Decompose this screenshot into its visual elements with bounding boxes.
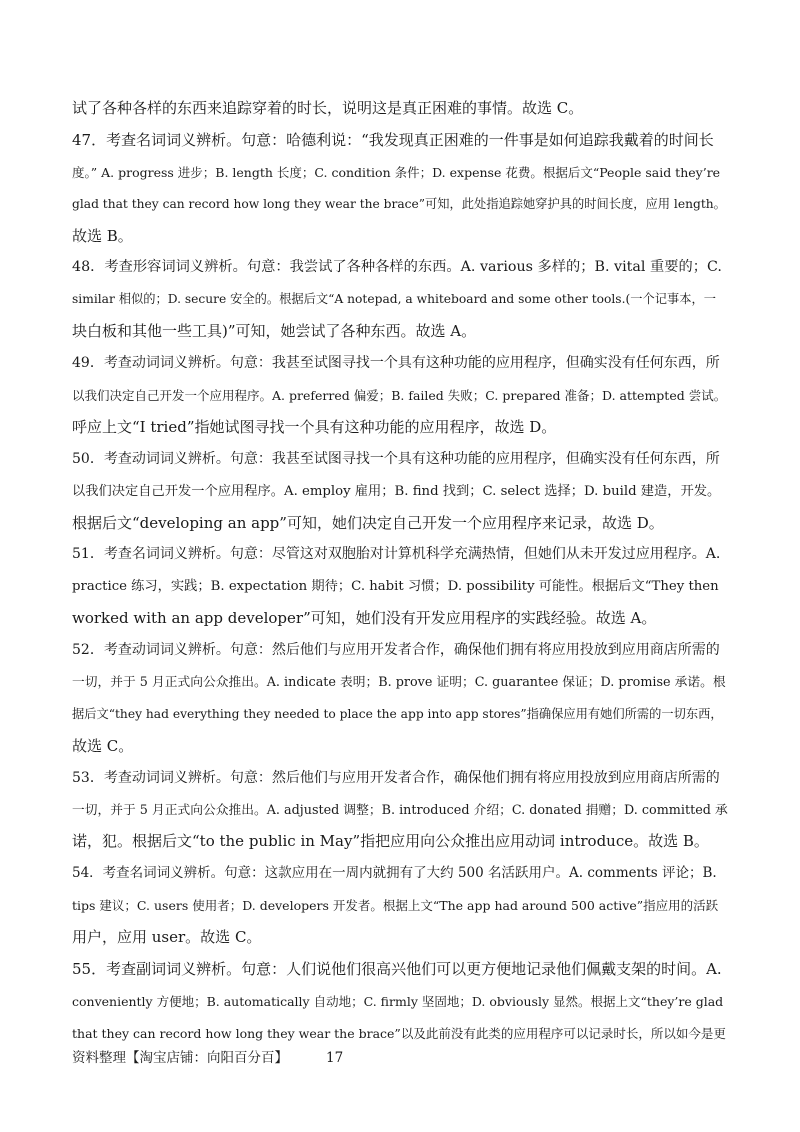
text-line: tips 建议；C. users 使用者；D. developers 开发者。根据上文“The app had around 500 active”指应用的活跃 xyxy=(72,898,719,914)
text-line: 53．考查动词词义辨析。句意：然后他们与应用开发者合作，确保他们拥有将应用投放到应用商店所需的 xyxy=(72,769,720,786)
text-line: 故选 B。 xyxy=(72,226,133,245)
page-footer xyxy=(72,1046,343,1066)
text-line: 用户，应用 user。故选 C。 xyxy=(72,928,262,947)
text-line: 52．考查动词词义辨析。句意：然后他们与应用开发者合作，确保他们拥有将应用投放到应用商店所需的 xyxy=(72,642,720,659)
text-line: that they can record how long they wear the brace”以及此前没有此类的应用程序可以记录时长，所以如今是更 xyxy=(72,1025,726,1041)
text-line: 根据后文“developing an app”可知，她们决定自己开发一个应用程序来记录，故选 D。 xyxy=(72,513,664,532)
text-line: 度。” A. progress 进步；B. length 长度；C. condition 条件；D. expense 花费。根据后文“People said they’re xyxy=(72,164,721,180)
text-line: 故选 C。 xyxy=(72,736,134,755)
answer-explanations xyxy=(72,93,728,1050)
text-line: 以我们决定自己开发一个应用程序。A. employ 雇用；B. find 找到；C. select 选择；D. build 建造，开发。 xyxy=(72,483,721,499)
text-line: 一切，并于 5 月正式向公众推出。A. indicate 表明；B. prove 证明；C. guarantee 保证；D. promise 承诺。根 xyxy=(72,675,726,691)
text-line: 据后文“they had everything they needed to place the app into app stores”指确保应用有她们所需的一切东西， xyxy=(72,706,723,721)
text-line: 50．考查动词词义辨析。句意：我甚至试图寻找一个具有这种功能的应用程序，但确实没有任何东西，所 xyxy=(72,450,720,467)
text-line: 诺，犯。根据后文“to the public in May”指把应用向公众推出应用动词 introduce。故选 B。 xyxy=(72,832,709,851)
text-line: 块白板和其他一些工具)”可知，她尝试了各种东西。故选 A。 xyxy=(72,322,477,341)
text-line: 一切，并于 5 月正式向公众推出。A. adjusted 调整；B. introduced 介绍；C. donated 捐赠；D. committed 承 xyxy=(72,802,728,818)
text-line: 试了各种各样的东西来追踪穿着的时长，说明这是真正困难的事情。故选 C。 xyxy=(72,99,584,117)
text-line: practice 练习，实践；B. expectation 期待；C. habit 习惯；D. possibility 可能性。根据后文“They then xyxy=(72,579,719,595)
text-line: 48．考查形容词词义辨析。句意：我尝试了各种各样的东西。A. various 多样的；B. vital 重要的；C. xyxy=(72,259,722,276)
text-line: 55．考查副词词义辨析。句意：人们说他们很高兴他们可以更方便地记录他们佩戴支架的时间。A. xyxy=(72,960,722,979)
text-line: glad that they can record how long they wear the brace”可知，此处指追踪她穿护具的时间长度，应用 length。 xyxy=(72,196,726,211)
text-line: worked with an app developer”可知，她们没有开发应用程序的实践经验。故选 A。 xyxy=(72,609,657,628)
text-line: 47．考查名词词义辨析。句意：哈德利说：“我发现真正困难的一件事是如何追踪我戴着的时间长 xyxy=(72,130,714,149)
page-number: 17 xyxy=(326,1050,344,1066)
text-line: similar 相似的；D. secure 安全的。根据后文“A notepad, a whiteboard and some other tools.(一个记事本，一 xyxy=(72,292,716,307)
text-line: 49．考查动词词义辨析。句意：我甚至试图寻找一个具有这种功能的应用程序，但确实没有任何东西，所 xyxy=(72,355,720,372)
text-line: 呼应上文“I tried”指她试图寻找一个具有这种功能的应用程序，故选 D。 xyxy=(72,417,557,436)
text-line: 51．考查名词词义辨析。句意：尽管这对双胞胎对计算机科学充满热情，但她们从未开发过应用程序。A. xyxy=(72,546,721,563)
text-line: 以我们决定自己开发一个应用程序。A. preferred 偏爱；B. failed 失败；C. prepared 准备；D. attempted 尝试。 xyxy=(72,388,727,404)
footer-source: 资料整理【淘宝店铺：向阳百分百】 xyxy=(72,1050,288,1066)
text-line: conveniently 方便地；B. automatically 自动地；C. firmly 坚固地；D. obviously 显然。根据上文“they’re glad xyxy=(72,993,724,1009)
text-line: 54．考查名词词义辨析。句意：这款应用在一周内就拥有了大约 500 名活跃用户。A. comments 评论；B. xyxy=(72,865,717,882)
